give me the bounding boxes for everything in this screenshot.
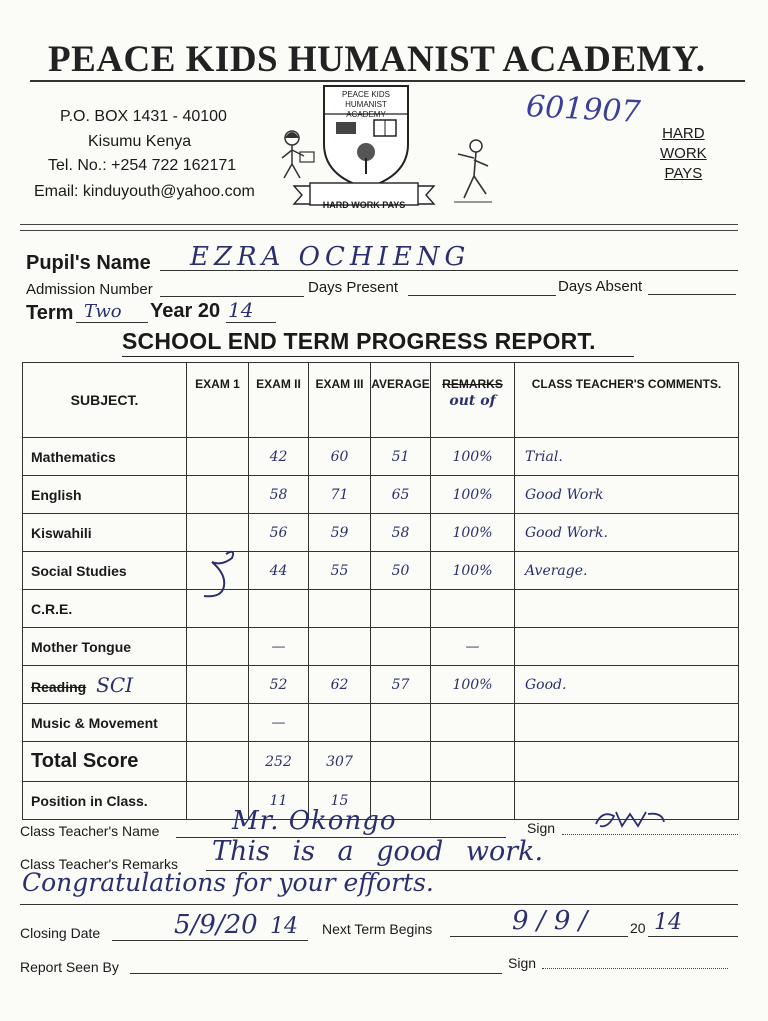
remarks-cell: 100% (431, 514, 515, 552)
exam3-cell (309, 590, 371, 628)
exam1-cell (187, 628, 249, 666)
column-header: SUBJECT. (23, 363, 187, 438)
closing-date-line (112, 940, 308, 941)
teacher-name-label: Class Teacher's Name (20, 823, 160, 839)
comment-cell: Good Work (515, 476, 739, 514)
column-header-remarks (431, 363, 515, 438)
exam3-cell (309, 628, 371, 666)
exam2-cell: — (249, 628, 309, 666)
admission-number-line (160, 296, 304, 297)
column-header: EXAM 1 (187, 363, 249, 438)
report-title: SCHOOL END TERM PROGRESS REPORT. (122, 328, 596, 354)
comment-cell (515, 628, 739, 666)
average-cell: 51 (371, 438, 431, 476)
exam3-cell: 62 (309, 666, 371, 704)
teacher-remarks-cont: Congratulations for your efforts. (22, 868, 434, 897)
remarks-cell (431, 590, 515, 628)
subject-cell: Mathematics (23, 438, 187, 476)
exam2-cell (249, 590, 309, 628)
next-term-line (450, 936, 628, 937)
table-row (23, 666, 739, 704)
column-header: CLASS TEACHER'S COMMENTS. (515, 363, 739, 438)
remarks-cell: — (431, 628, 515, 666)
column-header: AVERAGE (371, 363, 431, 438)
year-line (226, 322, 276, 323)
average-cell: 50 (371, 552, 431, 590)
exam2-cell: 56 (249, 514, 309, 552)
pupil-name: EZRA OCHIENG (190, 242, 471, 272)
grades-table (22, 362, 739, 820)
admission-number-label: Admission Number (26, 281, 153, 298)
exam2-cell: 52 (249, 666, 309, 704)
reference-number: 601907 (525, 89, 642, 130)
comment-cell: Average. (515, 552, 739, 590)
total-exam3-cell: 307 (309, 742, 371, 782)
next-term-year: 14 (654, 910, 682, 935)
days-present-line (408, 295, 556, 296)
subject-cell: Mother Tongue (23, 628, 187, 666)
comment-cell: Trial. (515, 438, 739, 476)
average-cell: 57 (371, 666, 431, 704)
exam3-cell: 71 (309, 476, 371, 514)
next-term-date: 9 / 9 / (512, 906, 588, 936)
total-exam2-cell: 252 (249, 742, 309, 782)
position-exam3-cell: 15 (309, 782, 371, 820)
comment-cell: Good. (515, 666, 739, 704)
sign-label-2: Sign (508, 955, 537, 971)
average-cell: 65 (371, 476, 431, 514)
remarks-cell: 100% (431, 666, 515, 704)
subject-cell: Kiswahili (23, 514, 187, 552)
days-present-label: Days Present (308, 279, 399, 296)
remarks-cell (431, 704, 515, 742)
exam2-cell: 42 (249, 438, 309, 476)
pupil-name-label: Pupil's Name (26, 252, 151, 274)
remarks-cell: 100% (431, 476, 515, 514)
teacher-remarks-label: Class Teacher's Remarks (20, 856, 179, 872)
motto-word: WORK (660, 145, 707, 162)
subject-cell: English (23, 476, 187, 514)
exam2-cell: 58 (249, 476, 309, 514)
email: Email: kinduyouth@yahoo.com (34, 183, 255, 200)
year-label: Year 20 (150, 300, 221, 322)
teacher-remarks-line-2 (20, 904, 738, 905)
table-row (23, 704, 739, 742)
exam2-cell: — (249, 704, 309, 742)
subject-cell: Social Studies (23, 552, 187, 590)
column-header: EXAM III (309, 363, 371, 438)
sign-line (562, 834, 738, 835)
next-term-label: Next Term Begins (322, 921, 433, 937)
subject-cell: C.R.E. (23, 590, 187, 628)
average-cell (371, 628, 431, 666)
motto-word: PAYS (664, 165, 703, 182)
teacher-remarks: This is a good work. (212, 836, 544, 867)
closing-year: 14 (270, 914, 298, 939)
exam3-cell (309, 704, 371, 742)
divider (20, 230, 738, 231)
term-line (76, 322, 148, 323)
exam2-cell: 44 (249, 552, 309, 590)
remarks-header: REMARKS (442, 377, 503, 391)
closing-date-label: Closing Date (20, 925, 101, 941)
closing-date: 5/9/20 (174, 910, 258, 940)
running-child-icon (452, 136, 494, 206)
term-value: Two (84, 301, 122, 322)
table-row (23, 438, 739, 476)
telephone: Tel. No.: +254 722 162171 (48, 157, 237, 174)
average-cell: 58 (371, 514, 431, 552)
city: Kisumu Kenya (88, 133, 192, 150)
crest-text: PEACE KIDS HUMANIST ACADEMY (341, 90, 390, 119)
motto (660, 124, 707, 184)
exam3-cell: 55 (309, 552, 371, 590)
remarks-cell: 100% (431, 552, 515, 590)
next-term-year-prefix: 20 (630, 920, 646, 936)
exam1-cell (187, 666, 249, 704)
average-cell (371, 590, 431, 628)
sign-line-2 (542, 968, 728, 969)
table-row (23, 590, 739, 628)
exam3-cell: 60 (309, 438, 371, 476)
position-remarks-cell (431, 782, 515, 820)
comment-cell (515, 704, 739, 742)
table-row (23, 628, 739, 666)
remarks-cell: 100% (431, 438, 515, 476)
subject-cell-reading (23, 666, 187, 704)
scribble-mark (196, 546, 242, 604)
teacher-name: Mr. Okongo (232, 806, 397, 836)
total-row (23, 742, 739, 782)
position-label: Position in Class. (23, 782, 187, 820)
position-exam2-cell: 11 (249, 782, 309, 820)
subject-cell: Music & Movement (23, 704, 187, 742)
next-term-year-line (648, 936, 738, 937)
total-remarks-cell (431, 742, 515, 782)
report-seen-line (130, 973, 502, 974)
comment-cell: Good Work. (515, 514, 739, 552)
sign-label: Sign (527, 820, 556, 836)
remarks-note: out of (449, 393, 496, 409)
year-value: 14 (228, 298, 254, 322)
days-absent-line (648, 294, 736, 295)
motto-word: HARD (662, 125, 705, 142)
table-row (23, 514, 739, 552)
table-row (23, 552, 739, 590)
exam1-cell (187, 476, 249, 514)
table-header-row (23, 363, 739, 438)
exam1-cell (187, 438, 249, 476)
subject-handwritten: SCI (96, 672, 134, 697)
exam1-cell (187, 704, 249, 742)
exam3-cell: 59 (309, 514, 371, 552)
average-cell (371, 704, 431, 742)
school-name: PEACE KIDS HUMANIST ACADEMY. (48, 39, 706, 80)
report-seen-label: Report Seen By (20, 959, 119, 975)
title-underline (30, 80, 745, 82)
total-average-cell (371, 742, 431, 782)
divider (20, 224, 738, 225)
days-absent-label: Days Absent (558, 278, 643, 295)
total-exam1-cell (187, 742, 249, 782)
total-label: Total Score (23, 742, 187, 782)
subject-struck: Reading (31, 678, 87, 695)
column-header: EXAM II (249, 363, 309, 438)
reading-child-icon (276, 126, 320, 180)
report-title-underline (122, 356, 634, 357)
po-box: P.O. BOX 1431 - 40100 (60, 108, 227, 125)
teacher-signature-icon (592, 806, 668, 834)
total-comment-cell (515, 742, 739, 782)
term-label: Term (26, 302, 74, 324)
table-row (23, 476, 739, 514)
banner-text: HARD WORK PAYS (322, 200, 406, 210)
comment-cell (515, 590, 739, 628)
